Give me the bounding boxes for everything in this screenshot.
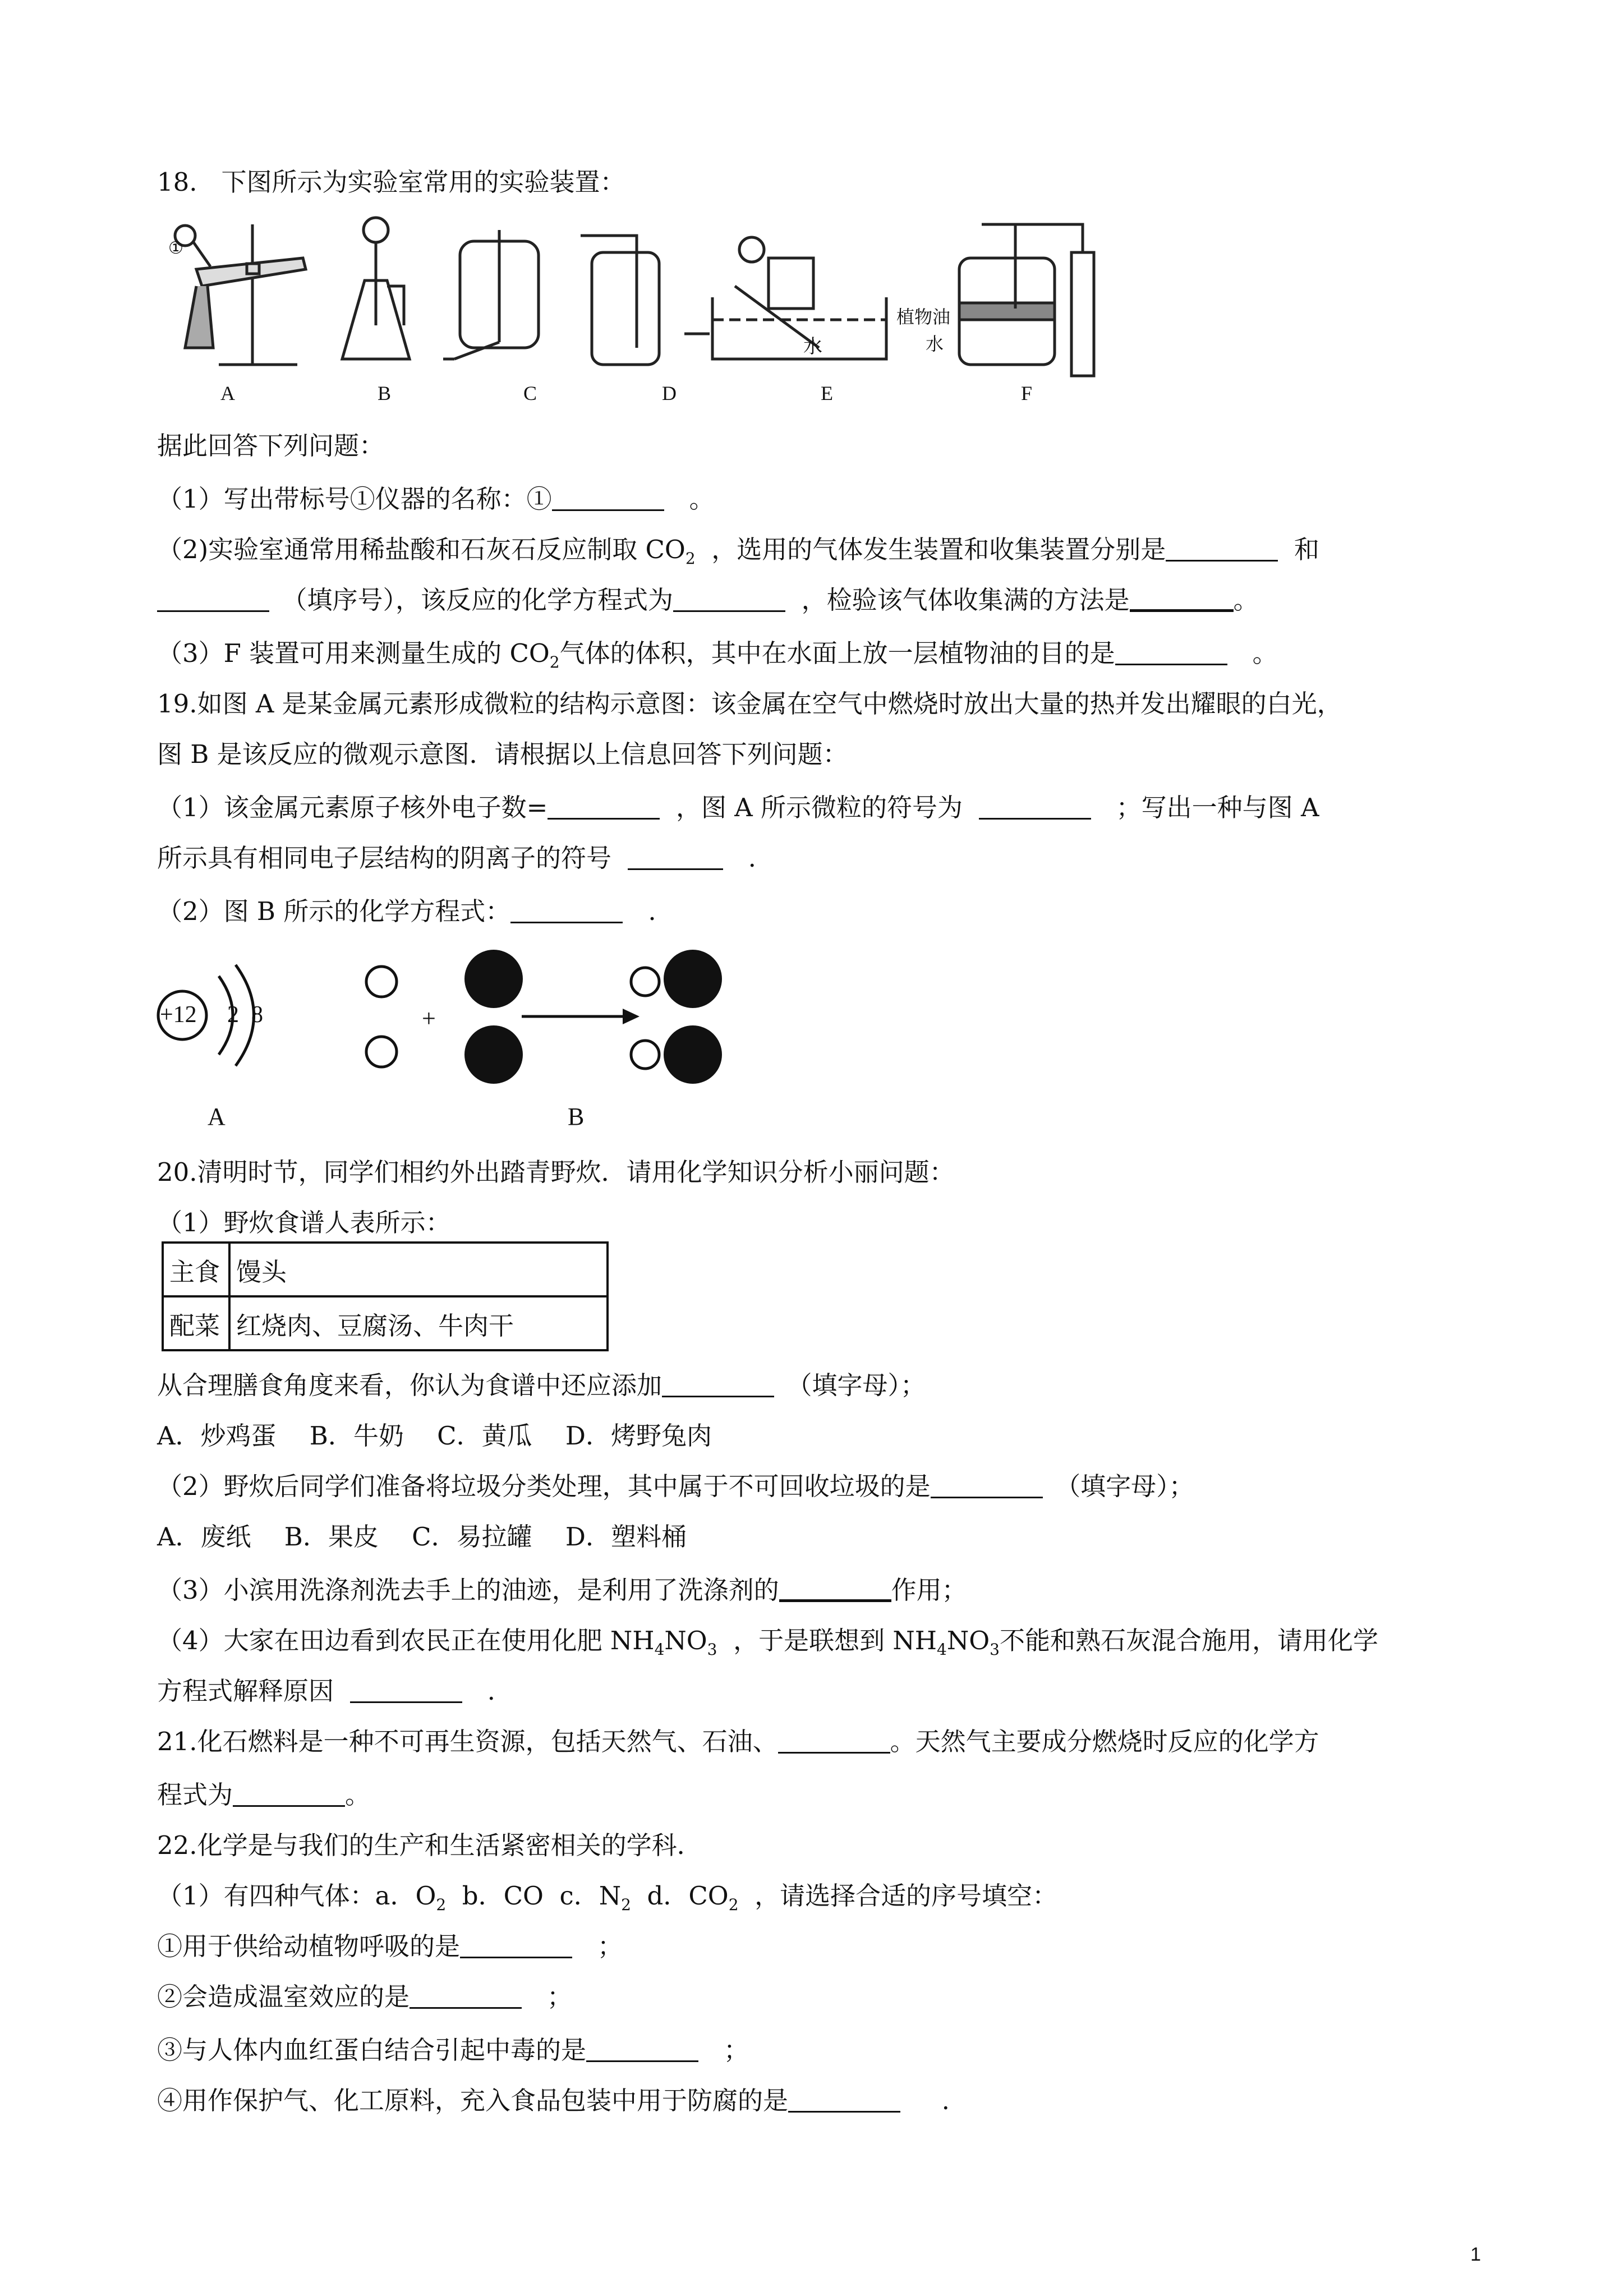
q21-line2: 程式为 。 xyxy=(157,1780,371,1810)
label-mark-1: ① xyxy=(168,239,183,257)
q20-part4-line2: 方程式解释原因 . xyxy=(157,1676,495,1706)
shell-2: 8 xyxy=(251,1002,263,1028)
q18-title: 18. 下图所示为实验室常用的实验装置： xyxy=(157,167,625,197)
table-cell: 馒头 xyxy=(229,1243,608,1296)
q18-part2-line2: （填序号），该反应的化学方程式为 ，检验该气体收集满的方法是 。 xyxy=(157,583,1259,617)
nucleus-charge: +12 xyxy=(160,1002,197,1028)
apparatus-d xyxy=(581,236,659,365)
q18-part3: （3）F 装置可用来测量生成的 $CO_2$气体的体积，其中在水面上放一层植物油的目的是 。 xyxy=(157,638,1278,671)
answer-blank[interactable] xyxy=(673,586,785,612)
answer-blank[interactable] xyxy=(788,2086,900,2113)
caption-b: B xyxy=(568,1103,585,1130)
q19-line2: 图 B 是该反应的微观示意图．请根据以上信息回答下列问题： xyxy=(157,739,848,769)
table-row xyxy=(163,1296,608,1350)
q18-intro: 据此回答下列问题： xyxy=(157,431,385,461)
answer-blank[interactable] xyxy=(233,1780,345,1807)
answer-blank[interactable] xyxy=(662,1371,774,1397)
q19-line1: 19.如图 A 是某金属元素形成微粒的结构示意图：该金属在空气中燃烧时放出大量的热并发出耀眼的白光， xyxy=(157,689,1342,719)
label-f-oil: 植物油 xyxy=(896,306,951,328)
q19-figure-b xyxy=(348,948,740,1099)
answer-blank[interactable] xyxy=(779,1575,891,1602)
label-b: B xyxy=(378,382,392,404)
answer-blank[interactable] xyxy=(460,1932,572,1958)
page-number: 1 xyxy=(1470,2244,1481,2265)
q19-part2: （2）图 B 所示的化学方程式： . xyxy=(157,896,656,926)
q20-part1-options: A．炒鸡蛋 B．牛奶 C．黄瓜 D．烤野兔肉 xyxy=(157,1421,712,1451)
answer-blank[interactable] xyxy=(979,793,1091,820)
q18-part2-line1: （2)实验室通常用稀盐酸和石灰石反应制取 $CO_2$ ，选用的气体发生装置和收集装置分别是 和 xyxy=(157,535,1319,568)
q18-part1: （1）写出带标号①仪器的名称：① 。 xyxy=(157,484,715,514)
plus-sign: + xyxy=(422,1005,436,1032)
apparatus-b xyxy=(342,218,410,359)
table-cell: 配菜 xyxy=(163,1296,229,1350)
q20-part3: （3）小滨用洗涤剂洗去手上的油迹，是利用了洗涤剂的 作用； xyxy=(157,1575,967,1605)
q18-apparatus-figure xyxy=(163,213,1116,415)
q22-part1: （1）有四种气体：a．$O_2$ b．CO c．$N_2$ d．$CO_2$ ，请选择合适的序号填空： xyxy=(157,1881,1058,1914)
caption-a: A xyxy=(208,1103,226,1130)
table-row xyxy=(163,1243,608,1296)
label-f-water: 水 xyxy=(926,333,944,355)
q20-title: 20.清明时节，同学们相约外出踏青野炊．请用化学知识分析小丽问题： xyxy=(157,1157,955,1187)
label-d: D xyxy=(662,382,677,404)
q20-part1-question: 从合理膳食角度来看，你认为食谱中还应添加 （填字母）； xyxy=(157,1370,926,1400)
answer-blank[interactable] xyxy=(1115,639,1227,665)
answer-blank[interactable] xyxy=(548,793,660,820)
apparatus-e xyxy=(684,237,886,359)
q20-part4-line1: （4）大家在田边看到农民正在使用化肥 $NH_4NO_3$ ，于是联想到 $NH_4NO_3$不能和熟石灰混合施用，请用化学 xyxy=(157,1626,1378,1659)
answer-blank[interactable] xyxy=(1166,535,1278,562)
q21-line1: 21.化石燃料是一种不可再生资源，包括天然气、石油、 。天然气主要成分燃烧时反应的化学方 xyxy=(157,1727,1319,1756)
apparatus-a xyxy=(175,224,306,365)
answer-blank[interactable] xyxy=(350,1677,462,1703)
label-e-water: 水 xyxy=(803,335,822,358)
label-c: C xyxy=(523,382,537,404)
q19-part1-line2: 所示具有相同电子层结构的阴离子的符号 . xyxy=(157,843,756,873)
q20-part2: （2）野炊后同学们准备将垃圾分类处理，其中属于不可回收垃圾的是 （填字母）； xyxy=(157,1471,1194,1501)
q22-title: 22.化学是与我们的生产和生活紧密相关的学科． xyxy=(157,1830,702,1860)
answer-blank[interactable] xyxy=(552,485,664,511)
label-f: F xyxy=(1021,382,1033,404)
q22-item2: ②会造成温室效应的是 ； xyxy=(157,1982,573,2012)
label-a: A xyxy=(220,382,235,404)
apparatus-f xyxy=(959,224,1094,376)
q22-item4: ④用作保护气、化工原料，充入食品包装中用于防腐的是 . xyxy=(157,2086,950,2115)
label-e: E xyxy=(821,382,833,404)
answer-blank[interactable] xyxy=(157,586,269,612)
table-cell: 红烧肉、豆腐汤、牛肉干 xyxy=(229,1296,608,1350)
answer-blank[interactable] xyxy=(778,1727,890,1754)
q22-item1: ①用于供给动植物呼吸的是 ； xyxy=(157,1931,623,1961)
q19-part1-line1: （1）该金属元素原子核外电子数= ，图 A 所示微粒的符号为 ；写出一种与图 A xyxy=(157,793,1319,822)
answer-blank[interactable] xyxy=(410,1982,522,2009)
table-cell: 主食 xyxy=(163,1243,229,1296)
answer-blank[interactable] xyxy=(510,897,623,923)
answer-blank[interactable] xyxy=(1130,585,1234,612)
apparatus-c xyxy=(443,230,539,359)
q20-part2-options: A．废纸 B．果皮 C．易拉罐 D．塑料桶 xyxy=(157,1522,687,1552)
q22-item3: ③与人体内血红蛋白结合引起中毒的是 ； xyxy=(157,2035,749,2065)
menu-table xyxy=(162,1241,609,1351)
shell-1: 2 xyxy=(227,1002,239,1028)
answer-blank[interactable] xyxy=(931,1472,1043,1498)
answer-blank[interactable] xyxy=(628,844,723,870)
answer-blank[interactable] xyxy=(586,2036,698,2062)
q20-part1: （1）野炊食谱人表所示： xyxy=(157,1208,451,1237)
